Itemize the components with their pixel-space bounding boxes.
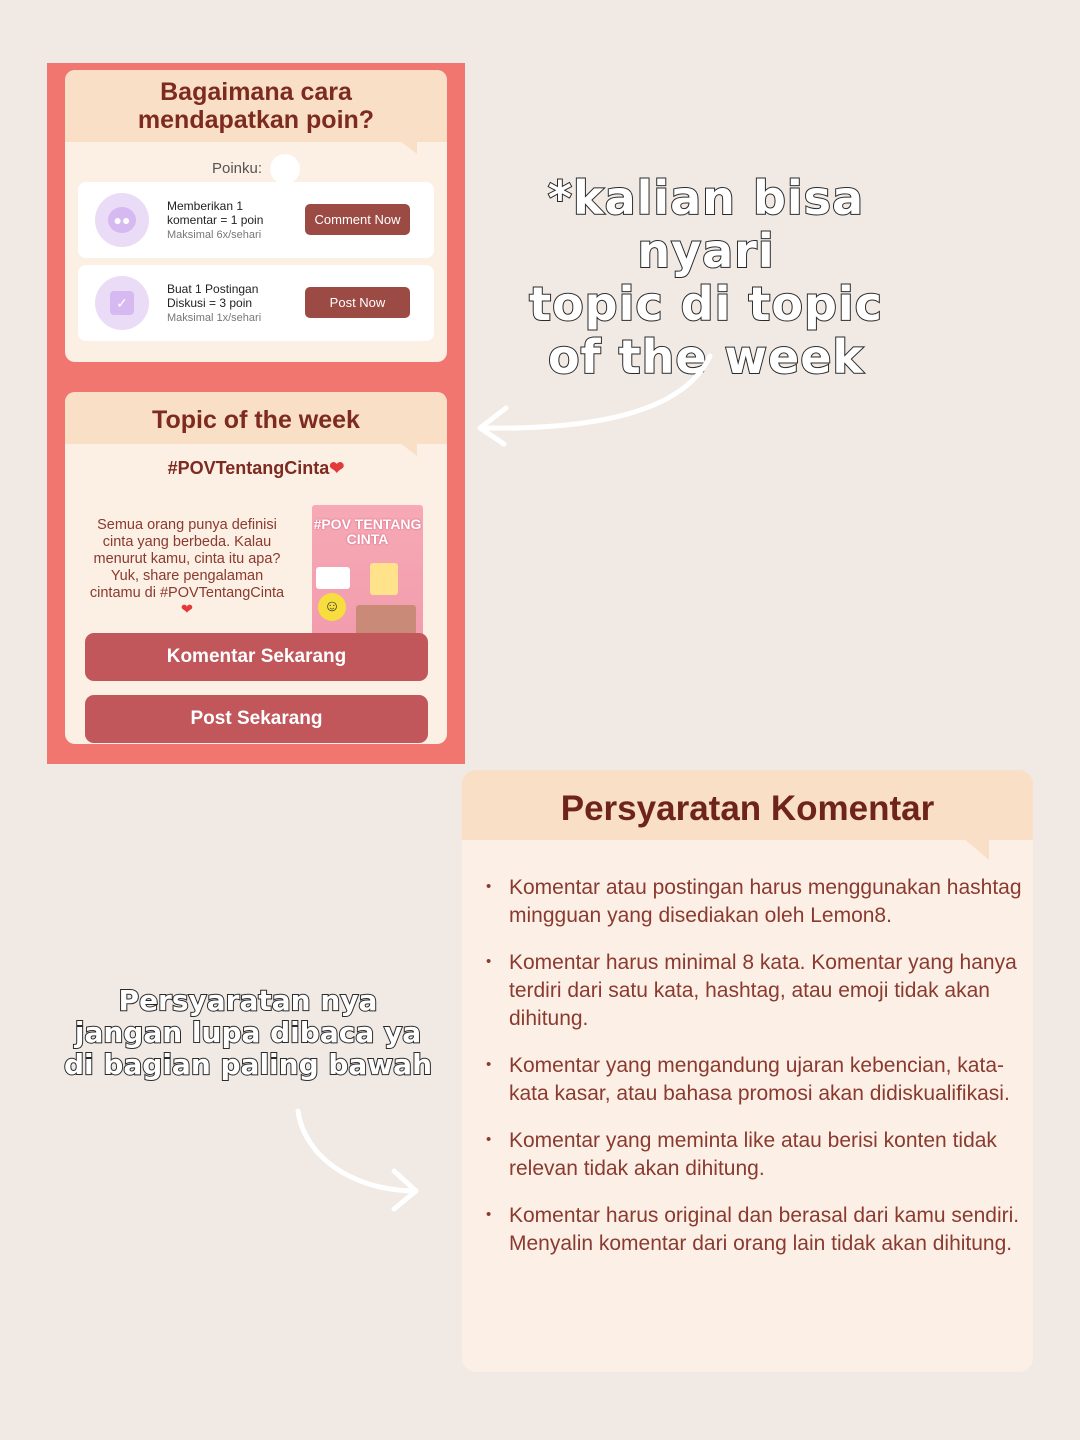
- topic-week-title: Topic of the week: [152, 406, 360, 434]
- requirement-item: • Komentar yang meminta like atau berisi konten tidak relevan tidak akan dihitung.: [484, 1127, 1029, 1183]
- task-post-desc: [167, 282, 258, 310]
- note-line: topic di topic: [529, 277, 883, 331]
- app-screenshot: [47, 63, 465, 764]
- speech-tail: [963, 838, 989, 860]
- note-line: jangan lupa dibaca ya: [74, 1016, 422, 1049]
- earn-points-title-text: Bagaimana cara mendapatkan poin?: [137, 78, 375, 134]
- poster-title: #POV TENTANG CINTA: [313, 516, 422, 547]
- requirement-item: • Komentar atau postingan harus menggunakan hashtag mingguan yang disediakan oleh Lemon8.: [484, 874, 1029, 930]
- note-requirements: [60, 985, 436, 1081]
- post-now-button[interactable]: Post Now: [305, 287, 410, 318]
- topic-poster-image[interactable]: [312, 505, 423, 640]
- note-line: Persyaratan nya: [118, 984, 378, 1017]
- requirements-header: [462, 770, 1033, 840]
- points-value-bubble: [270, 154, 300, 184]
- comment-now-button[interactable]: Comment Now: [305, 204, 410, 235]
- topic-week-panel: [65, 392, 447, 744]
- task-post-line1: Buat 1 Postingan: [167, 282, 259, 296]
- requirement-item: • Komentar yang mengandung ujaran kebencian, kata-kata kasar, atau bahasa promosi akan didiskualifikasi.: [484, 1052, 1029, 1108]
- topic-description-text: Semua orang punya definisi cinta yang berbeda. Kalau menurut kamu, cinta itu apa? Yuk, share pengalaman cintamu di #POVTentangCinta: [89, 517, 285, 601]
- task-comment-limit: Maksimal 6x/sehari: [167, 229, 262, 241]
- poster-photo: [356, 605, 416, 635]
- topic-hashtag[interactable]: [65, 458, 447, 479]
- requirements-list: [484, 874, 1029, 1277]
- arrow-right-icon: [290, 1105, 430, 1215]
- poster-sticker: [316, 567, 350, 589]
- task-post: [78, 265, 434, 341]
- speech-tail: [399, 140, 417, 154]
- poinku-label: Poinku:: [211, 159, 263, 177]
- earn-points-panel: [65, 70, 447, 362]
- requirements-title: Persyaratan Komentar: [560, 789, 935, 828]
- heart-icon: ❤: [329, 458, 345, 478]
- task-comment-line1: Memberikan 1: [167, 199, 244, 213]
- topic-description: [84, 517, 290, 619]
- task-comment: [78, 182, 434, 258]
- comment-icon: ●●: [95, 193, 149, 247]
- requirements-panel: [462, 770, 1033, 1372]
- speech-tail: [399, 442, 417, 456]
- earn-points-title: [65, 70, 447, 142]
- task-comment-desc: [167, 199, 263, 227]
- note-line: *kalian bisa nyari: [547, 171, 865, 278]
- calendar-check-icon: ✓: [95, 276, 149, 330]
- task-post-limit: Maksimal 1x/sehari: [167, 312, 262, 324]
- smiley-icon: ☺: [318, 593, 346, 621]
- topic-hashtag-text: #POVTentangCinta: [167, 458, 330, 478]
- note-line: di bagian paling bawah: [63, 1048, 433, 1081]
- arrow-left-icon: [470, 350, 730, 460]
- heart-icon: ❤: [180, 602, 194, 618]
- post-sekarang-button[interactable]: Post Sekarang: [85, 695, 428, 743]
- requirement-item: • Komentar harus original dan berasal dari kamu sendiri. Menyalin komentar dari orang lain tidak akan dihitung.: [484, 1202, 1029, 1258]
- note-line: of the week: [547, 330, 865, 384]
- komentar-sekarang-button[interactable]: Komentar Sekarang: [85, 633, 428, 681]
- poster-sticker: [370, 563, 398, 595]
- topic-week-header: [65, 392, 447, 444]
- task-comment-line2: komentar = 1 poin: [167, 213, 264, 227]
- task-post-line2: Diskusi = 3 poin: [167, 296, 253, 310]
- poinku-row: [65, 154, 447, 184]
- requirement-item: • Komentar harus minimal 8 kata. Komentar yang hanya terdiri dari satu kata, hashtag, atau emoji tidak akan dihitung.: [484, 949, 1029, 1033]
